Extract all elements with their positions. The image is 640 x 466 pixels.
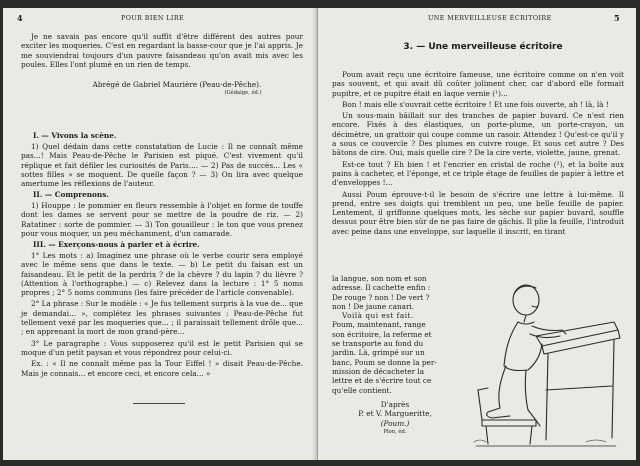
boy-writing-illustration (466, 270, 626, 448)
section-2-paragraph: 1) Houppe : le pommier en fleurs ressemble à l'objet en forme de touffe dont les dames se servent pour se mettre de la poudre de riz. — 2) Ratatiner : sorte de pommier. — 3) Ton gouailleur : le ton que vous prenez pour vous moquer, un peu méchamment, d'un camarade. (21, 201, 303, 238)
section-3-item-3: 3° Le paragraphe : Vous supposerez qu'il est le petit Parisien qui se moque d'un petit paysan et vous répondrez pour celui-ci. (21, 338, 303, 357)
chapter-title: 3. — Une merveilleuse écritoire (403, 42, 563, 52)
column-line: la langue, son nom et son (332, 274, 427, 283)
right-page (318, 8, 636, 460)
story-text (332, 70, 624, 238)
credit-authors: P. et V. Margueritte, (358, 409, 432, 419)
section-3-item-1: 1° Les mots : a) Imaginez une phrase où le verbe courir sera employé avec le même sens que dans le texte. — b) Le petit du faisan est un faisandeau. Et le petit de la perdrix ? de la chèvre ? du lapin ? du lièvre ? (Attention à l'orthographe.) — c) Relevez dans la lecture : 1° 5 noms propres ; 2° 5 noms communs (les faire précéder de l'article convenable). (21, 251, 303, 298)
column-line: lettre et de s'écrire tout ce (332, 376, 432, 386)
column-line: non ! De jaune canari. (332, 301, 415, 311)
column-line: adresse. Il cachette enfin : (332, 283, 431, 293)
column-line: banc, Poum se donne la per- (332, 357, 437, 367)
column-line: qu'elle contient. (332, 385, 392, 395)
intro-paragraph: Je ne savais pas encore qu'il suffit d'être différent des autres pour exciter les moqueries. C'est en regardant la basse-cour que je l'ai appris. Je me souviendrai toujours d'un pauvre faisandeau qu'on avait mis avec les poules. Elles l'ont plumé en un rien de temps. (21, 32, 303, 69)
section-3-item-2: 2° La phrase : Sur le modèle : « Je fus tellement surpris à la vue de... que je demandai... », complétez les phrases suivantes : Peau-de-Pêche fut tellement vexé par les moqueries que... ; il paraissait tellement drôle que... ; en apprenant la mort de mon grand-père... (21, 299, 303, 337)
column-line: De rouge ? non ! De vert ? (332, 292, 430, 302)
running-head: UNE MERVEILLEUSE ÉCRITOIRE (428, 14, 552, 22)
credit-block (340, 400, 450, 438)
column-line: Voilà qui est fait. (342, 311, 414, 321)
story-column (332, 274, 462, 395)
story-paragraph: Est-ce tout ? Eh bien ! et l'encrier en cristal de roche (²), et la boîte aux pains à cacheter, et l'éponge, et ce triple étage de feuilles de papier à lettre et d'enveloppes !... (332, 159, 624, 188)
column-line: se transporte au fond du (332, 339, 424, 349)
section-3-text (21, 251, 303, 380)
section-3-title: III. — Exerçons-nous à parler et à écrire. (33, 240, 200, 249)
column-line: son écritoire, la referme et (332, 329, 432, 339)
story-paragraph: Poum avait reçu une écritoire fameuse, une écritoire comme on n'en voit pas souvent, et qui avait dû coûter joliment cher, car d'abord elle formait pupitre, et ce pupitre était en laque vernie (¹)... (332, 70, 624, 98)
left-page (3, 8, 318, 460)
section-2-title: II. — Comprenons. (33, 190, 109, 199)
column-line: mission de décacheter la (332, 366, 425, 376)
source-note: (Gédalge, éd.) (224, 90, 262, 96)
intro-text (21, 32, 303, 71)
column-line: Poum, maintenant, range (332, 320, 426, 330)
section-1-text (21, 142, 303, 190)
section-2-text (21, 201, 303, 240)
credit-note: Plon, éd. (383, 429, 407, 436)
story-paragraph: Un sous-main bâillait sur des tranches de papier buvard. Ce n'est rien encore. Fixés à des élastiques, un porte-plume, un porte-crayon, un décimètre, un grattoir qui coupe comme un rasoir. Attendez ! Qu'est-ce qu'il y a sous ce couvercle ? Des plumes en cuivre rouge. Et sous cet autre ? Des bâtons de cire. Oui, mais quelle cire ? De la cire verte, violette, jaune, grenat. (332, 111, 624, 158)
credit-title: (Poum.) (380, 418, 410, 428)
story-paragraph: Aussi Poum éprouve-t-il le besoin de s'écrire une lettre à lui-même. Il prend, entre ses doigts qui tremblent un peu, une belle feuille de papier. Lentement, il griffonne quelques mots, les sèche sur papier buvard, souffle dessus pour être bien sûr de ne pas faire de gâchis. Il plie la feuille, l'introduit avec peine dans une enveloppe, sur laquelle il inscrit, en tirant (332, 189, 624, 236)
page-number: 5 (614, 13, 620, 23)
credit-line: D'après (380, 400, 410, 409)
end-rule (133, 403, 185, 404)
column-line: jardin. Là, grimpé sur un (332, 348, 425, 358)
section-1-title: I. — Vivons la scène. (33, 131, 117, 140)
source-text: Abrégé de Gabriel Maurière (Peau-de-Pêche). (92, 80, 262, 89)
story-paragraph: Bon ! mais elle s'ouvrait cette écritoire ! Et une fois ouverte, ah ! là, là ! (342, 99, 609, 109)
page-number: 4 (17, 13, 23, 23)
running-head: POUR BIEN LIRE (121, 14, 185, 22)
source-line (51, 80, 303, 89)
section-3-item-4: Ex. : « Il ne connaît même pas la Tour Eiffel ! » disait Peau-de-Pêche. Mais je connais... et encore ceci, et encore cela... » (21, 359, 303, 378)
section-1-paragraph: 1) Quel dédain dans cette constatation de Lucie : Il ne connaît même pas...! Mais Peau-de-Pêche le Parisien est piqué. C'est vivement qu'il réplique et fait défiler les curiosités de Paris.... — 2) Pas de succès... Les « sottes filles » se moquent. De quelle façon ? — 3) On lira avec quelque amertume les réflexions de l'auteur. (21, 142, 303, 189)
